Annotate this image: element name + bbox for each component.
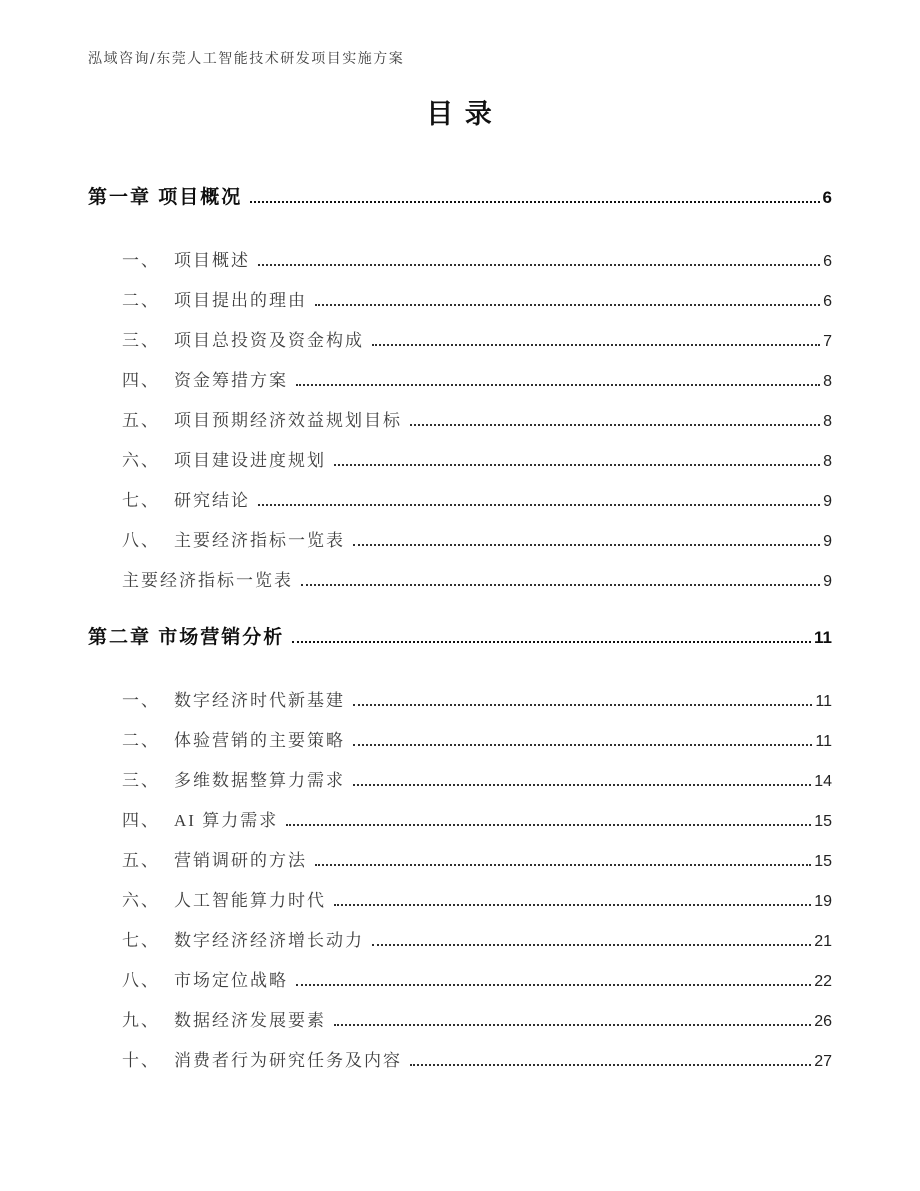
toc-item-row[interactable] — [88, 926, 832, 954]
item-label: 项目提出的理由 — [174, 291, 307, 310]
toc-item-row[interactable] — [88, 846, 832, 874]
toc-item-row[interactable] — [88, 1006, 832, 1034]
toc-item-row[interactable] — [88, 686, 832, 714]
item-page-number: 9 — [823, 493, 832, 510]
item-page-number: 15 — [814, 813, 832, 830]
toc-item-row[interactable] — [88, 406, 832, 434]
item-number: 四、 — [122, 811, 160, 830]
toc-item-row[interactable] — [88, 966, 832, 994]
dot-leader — [334, 904, 811, 906]
toc-item-row[interactable] — [88, 726, 832, 754]
item-page-number: 26 — [814, 1013, 832, 1030]
toc-title: 目 录 — [426, 99, 494, 129]
dot-leader — [250, 201, 819, 203]
item-number: 九、 — [122, 1011, 160, 1030]
item-label: 人工智能算力时代 — [174, 891, 326, 910]
item-number: 六、 — [122, 891, 160, 910]
item-page-number: 6 — [823, 293, 832, 310]
item-number: 三、 — [122, 331, 160, 350]
dot-leader — [353, 704, 812, 706]
item-label: 体验营销的主要策略 — [174, 731, 345, 750]
toc-item-row[interactable] — [88, 286, 832, 314]
toc-item-row[interactable] — [88, 1046, 832, 1074]
item-label: AI 算力需求 — [174, 811, 279, 830]
item-page-number: 27 — [814, 1053, 832, 1070]
item-number: 七、 — [122, 931, 160, 950]
chapter-label: 第一章 项目概况 — [88, 187, 243, 208]
dot-leader — [296, 384, 820, 386]
item-page-number: 11 — [815, 693, 832, 710]
dot-leader — [315, 304, 820, 306]
dot-leader — [353, 744, 812, 746]
toc-item-row[interactable] — [88, 806, 832, 834]
dot-leader — [353, 784, 811, 786]
toc-item-row[interactable] — [88, 766, 832, 794]
dot-leader — [286, 824, 811, 826]
dot-leader — [315, 864, 811, 866]
item-label: 多维数据整算力需求 — [174, 771, 345, 790]
chapter-page-number: 11 — [814, 628, 832, 647]
item-page-number: 22 — [814, 973, 832, 990]
item-page-number: 21 — [814, 933, 832, 950]
item-number: 五、 — [122, 411, 160, 430]
item-label: 主要经济指标一览表 — [174, 531, 345, 550]
dot-leader — [296, 984, 811, 986]
dot-leader — [334, 464, 820, 466]
chapter-label: 第二章 市场营销分析 — [88, 627, 285, 648]
item-label: 项目总投资及资金构成 — [174, 331, 364, 350]
item-number: 八、 — [122, 531, 160, 550]
item-number: 七、 — [122, 491, 160, 510]
item-page-number: 8 — [823, 453, 832, 470]
item-page-number: 15 — [814, 853, 832, 870]
header-text: 泓域咨询/东莞人工智能技术研发项目实施方案 — [88, 51, 405, 67]
item-number: 四、 — [122, 371, 160, 390]
item-number: 二、 — [122, 731, 160, 750]
item-page-number: 9 — [823, 533, 832, 550]
item-label: 资金筹措方案 — [174, 371, 288, 390]
item-page-number: 7 — [823, 333, 832, 350]
item-label: 数字经济时代新基建 — [174, 691, 345, 710]
item-page-number: 11 — [815, 733, 832, 750]
dot-leader — [334, 1024, 811, 1026]
toc-item-row[interactable] — [88, 566, 832, 594]
item-number: 三、 — [122, 771, 160, 790]
item-page-number: 8 — [823, 413, 832, 430]
chapter-page-number: 6 — [822, 188, 832, 207]
item-label: 市场定位战略 — [174, 971, 288, 990]
toc-item-row[interactable] — [88, 446, 832, 474]
toc-item-row[interactable] — [88, 326, 832, 354]
dot-leader — [353, 544, 820, 546]
dot-leader — [258, 504, 820, 506]
dot-leader — [410, 1064, 811, 1066]
item-label: 营销调研的方法 — [174, 851, 307, 870]
item-label: 研究结论 — [174, 491, 250, 510]
toc-item-row[interactable] — [88, 366, 832, 394]
item-number: 一、 — [122, 251, 160, 270]
item-number: 八、 — [122, 971, 160, 990]
item-number: 十、 — [122, 1051, 160, 1070]
item-label: 项目预期经济效益规划目标 — [174, 411, 402, 430]
item-page-number: 6 — [823, 253, 832, 270]
item-label: 数字经济经济增长动力 — [174, 931, 364, 950]
document-header — [88, 48, 832, 68]
item-page-number: 19 — [814, 893, 832, 910]
item-number: 六、 — [122, 451, 160, 470]
item-page-number: 9 — [823, 573, 832, 590]
item-label: 数据经济发展要素 — [174, 1011, 326, 1030]
dot-leader — [301, 584, 820, 586]
item-label: 消费者行为研究任务及内容 — [174, 1051, 402, 1070]
item-label: 项目概述 — [174, 251, 250, 270]
item-page-number: 14 — [814, 773, 832, 790]
toc-item-row[interactable] — [88, 486, 832, 514]
toc-item-row[interactable] — [88, 246, 832, 274]
toc-item-row[interactable] — [88, 526, 832, 554]
toc — [88, 182, 832, 1074]
item-number: 五、 — [122, 851, 160, 870]
dot-leader — [258, 264, 820, 266]
dot-leader — [410, 424, 820, 426]
item-label: 项目建设进度规划 — [174, 451, 326, 470]
toc-chapter-row[interactable] — [88, 182, 832, 212]
item-number: 二、 — [122, 291, 160, 310]
toc-chapter-row[interactable] — [88, 622, 832, 652]
item-label: 主要经济指标一览表 — [122, 571, 293, 590]
item-number: 一、 — [122, 691, 160, 710]
dot-leader — [292, 641, 811, 643]
item-page-number: 8 — [823, 373, 832, 390]
toc-item-row[interactable] — [88, 886, 832, 914]
dot-leader — [372, 344, 820, 346]
dot-leader — [372, 944, 811, 946]
